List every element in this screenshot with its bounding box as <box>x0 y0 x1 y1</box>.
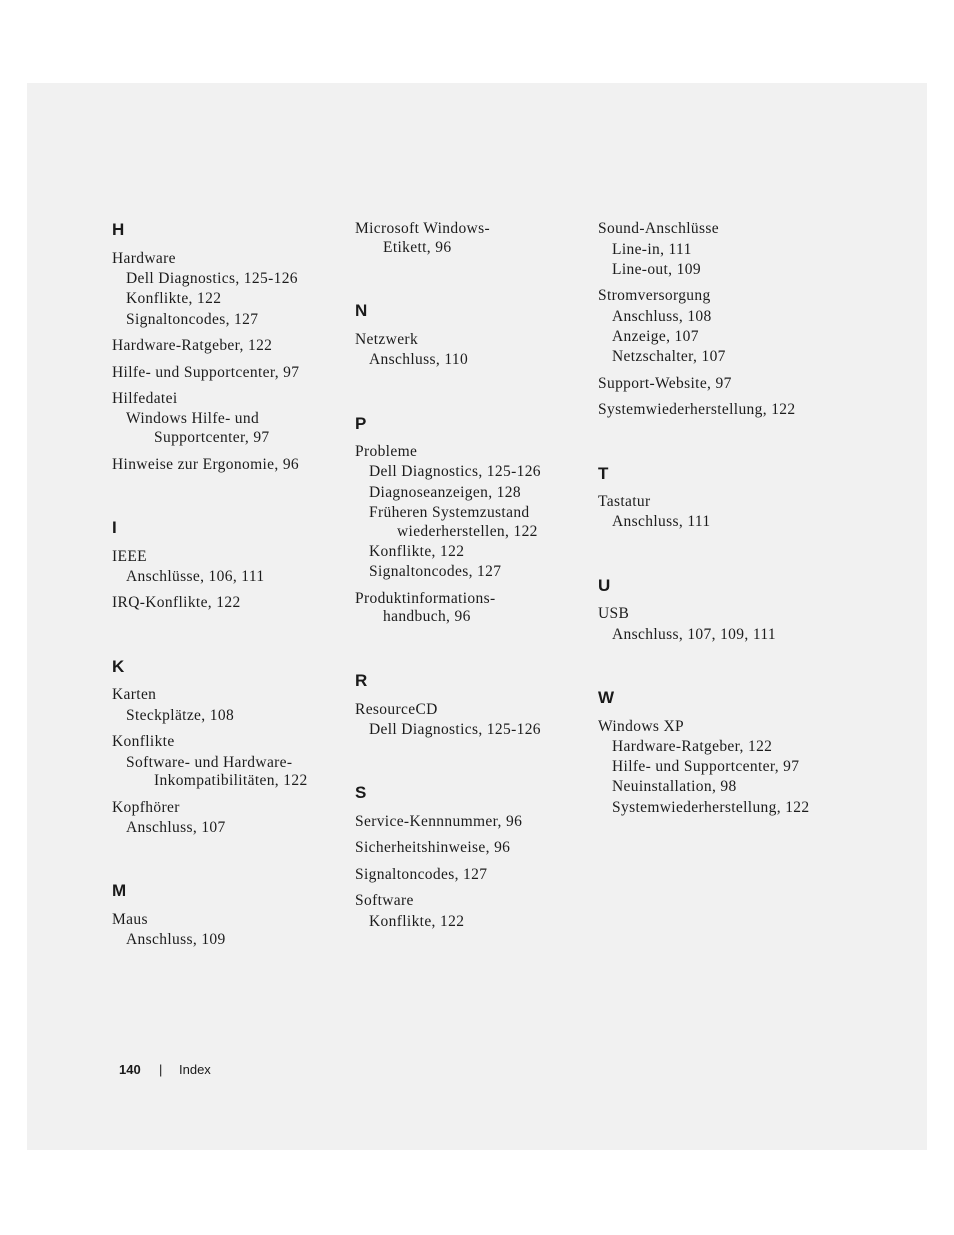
index-subentry: Anschlüsse, 106, 111 <box>126 568 265 585</box>
index-subentry: Neuinstallation, 98 <box>612 778 737 795</box>
section-letter-n: N <box>355 301 368 320</box>
index-entry: IRQ-Konflikte, 122 <box>112 594 241 611</box>
footer-separator: | <box>159 1062 163 1077</box>
section-letter-s: S <box>355 783 367 802</box>
index-subentry: Diagnoseanzeigen, 128 <box>369 484 521 501</box>
index-subentry: Signaltoncodes, 127 <box>369 563 502 580</box>
index-entry: Windows XP <box>598 718 684 735</box>
index-entry-continuation: handbuch, 96 <box>383 608 471 625</box>
index-entry: Hilfedatei <box>112 390 178 407</box>
index-subentry-continuation: Supportcenter, 97 <box>154 429 270 446</box>
index-entry: Hardware-Ratgeber, 122 <box>112 337 273 354</box>
index-entry: Sound-Anschlüsse <box>598 220 719 237</box>
footer-section-title: Index <box>179 1062 211 1077</box>
index-subentry: Dell Diagnostics, 125-126 <box>126 270 298 287</box>
index-subentry: Systemwiederherstellung, 122 <box>612 799 810 816</box>
index-entry-continuation: Etikett, 96 <box>383 239 452 256</box>
index-entry: Produktinformations- <box>355 590 496 607</box>
section-letter-u: U <box>598 576 611 595</box>
index-subentry: Signaltoncodes, 127 <box>126 311 259 328</box>
index-entry: Probleme <box>355 443 418 460</box>
index-subentry: Dell Diagnostics, 125-126 <box>369 463 541 480</box>
section-letter-h: H <box>112 220 125 239</box>
index-subentry: Dell Diagnostics, 125-126 <box>369 721 541 738</box>
index-entry: Hardware <box>112 250 176 267</box>
index-subentry-continuation: Inkompatibilitäten, 122 <box>154 772 308 789</box>
index-subentry: Anschluss, 108 <box>612 308 712 325</box>
index-subentry: Konflikte, 122 <box>369 913 465 930</box>
index-subentry: Konflikte, 122 <box>369 543 465 560</box>
index-subentry: Netzschalter, 107 <box>612 348 726 365</box>
section-letter-i: I <box>112 518 117 537</box>
index-entry: Netzwerk <box>355 331 419 348</box>
page-number: 140 <box>119 1062 141 1077</box>
index-entry: Microsoft Windows- <box>355 220 490 237</box>
index-entry: Tastatur <box>598 493 651 510</box>
index-entry: Karten <box>112 686 157 703</box>
index-entry: Konflikte <box>112 733 175 750</box>
index-subentry: Anschluss, 107, 109, 111 <box>612 626 776 643</box>
index-entry: Support-Website, 97 <box>598 375 732 392</box>
index-entry: USB <box>598 605 630 622</box>
index-subentry: Anschluss, 109 <box>126 931 226 948</box>
section-letter-r: R <box>355 671 368 690</box>
index-subentry: Hardware-Ratgeber, 122 <box>612 738 773 755</box>
index-subentry: Konflikte, 122 <box>126 290 222 307</box>
index-entry: Software <box>355 892 414 909</box>
index-subentry: Steckplätze, 108 <box>126 707 235 724</box>
index-entry: Service-Kennnummer, 96 <box>355 813 523 830</box>
index-subentry: Anzeige, 107 <box>612 328 699 345</box>
index-entry: Hilfe- und Supportcenter, 97 <box>112 364 300 381</box>
index-subentry: Windows Hilfe- und <box>126 410 260 427</box>
index-entry: Hinweise zur Ergonomie, 96 <box>112 456 300 473</box>
section-letter-t: T <box>598 464 609 483</box>
index-subentry: Software- und Hardware- <box>126 754 293 771</box>
index-subentry-continuation: wiederherstellen, 122 <box>397 523 538 540</box>
index-entry: Maus <box>112 911 148 928</box>
index-entry: ResourceCD <box>355 701 438 718</box>
index-subentry: Hilfe- und Supportcenter, 97 <box>612 758 800 775</box>
index-entry: Sicherheitshinweise, 96 <box>355 839 511 856</box>
index-entry: Stromversorgung <box>598 287 711 304</box>
index-entry: Systemwiederherstellung, 122 <box>598 401 796 418</box>
index-entry: IEEE <box>112 548 147 565</box>
section-letter-p: P <box>355 414 367 433</box>
document-page <box>27 83 927 1150</box>
index-subentry: Line-in, 111 <box>612 241 692 258</box>
index-entry: Signaltoncodes, 127 <box>355 866 488 883</box>
section-letter-w: W <box>598 688 615 707</box>
section-letter-k: K <box>112 657 125 676</box>
index-subentry: Anschluss, 107 <box>126 819 226 836</box>
index-subentry: Früheren Systemzustand <box>369 504 530 521</box>
index-subentry: Anschluss, 111 <box>612 513 711 530</box>
index-subentry: Line-out, 109 <box>612 261 701 278</box>
index-subentry: Anschluss, 110 <box>369 351 469 368</box>
section-letter-m: M <box>112 881 127 900</box>
index-entry: Kopfhörer <box>112 799 180 816</box>
